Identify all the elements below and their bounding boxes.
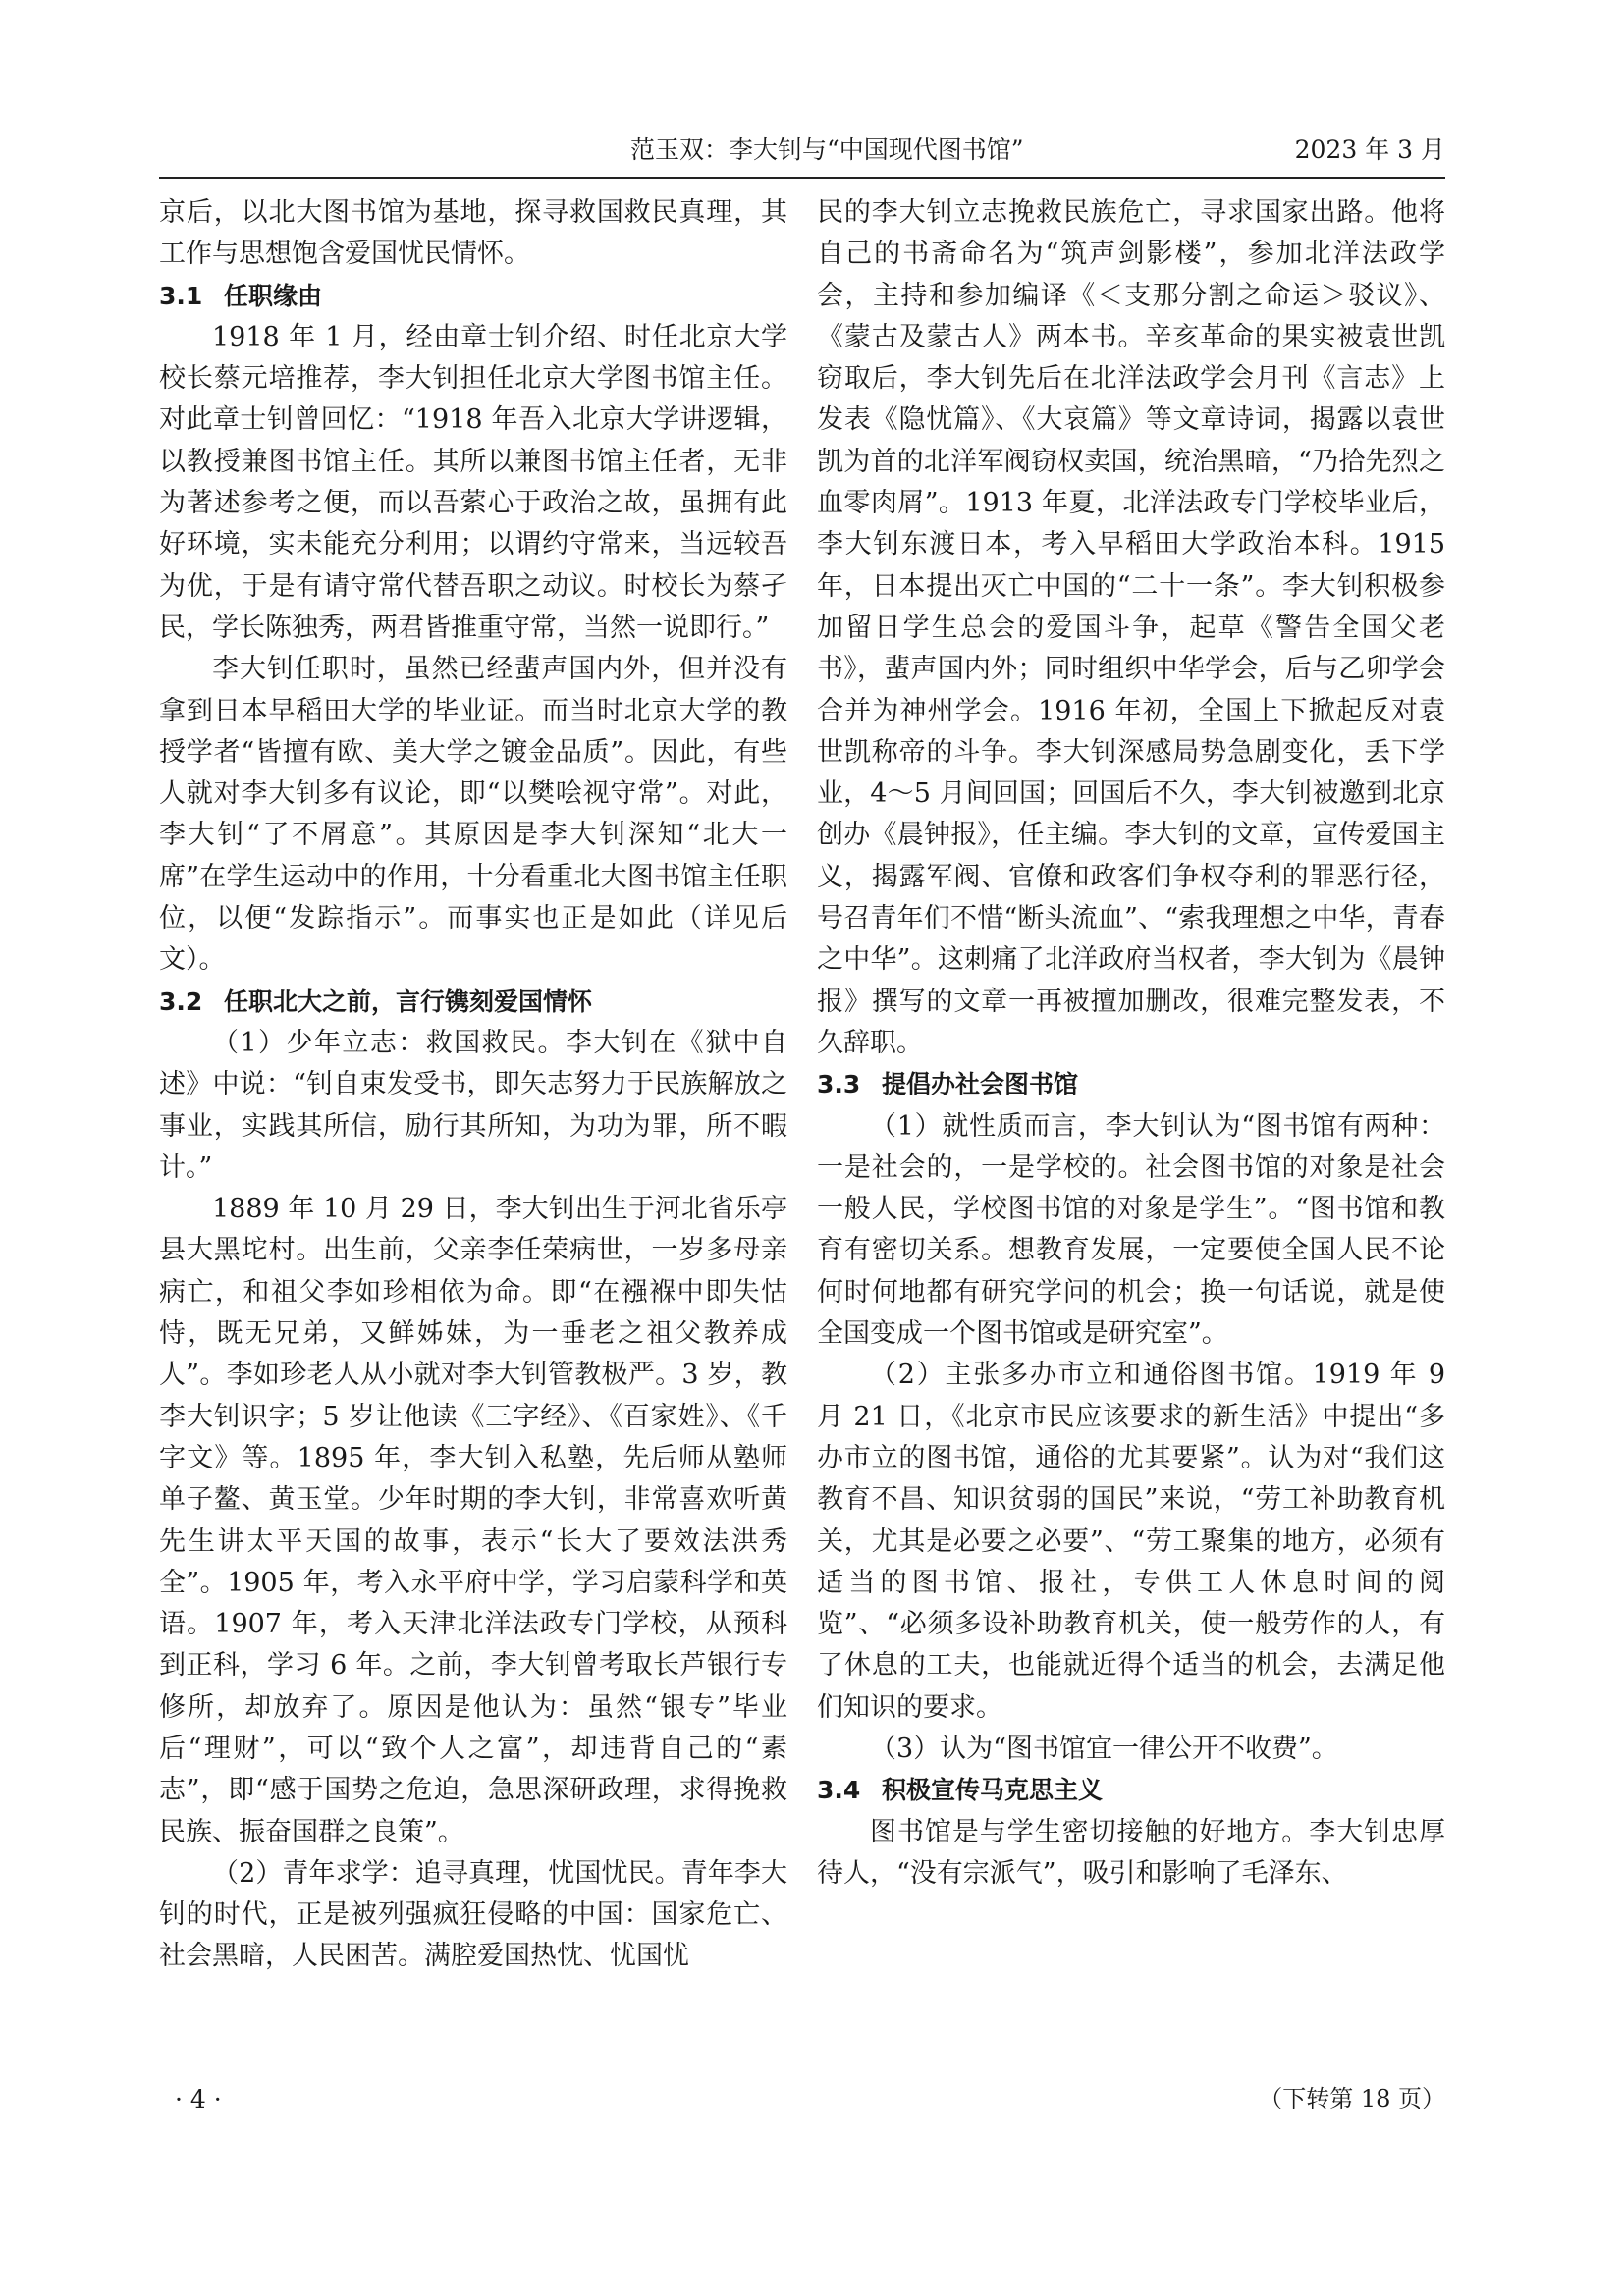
- section-heading: [159, 276, 787, 317]
- paragraph: 民的李大钊立志挽救民族危亡，寻求国家出路。他将自己的书斋命名为“筑声剑影楼”，参加北洋法政学会，主持和参加编译《＜支那分割之命运＞驳议》、《蒙古及蒙古人》两本书。辛亥革命的果实被袁世凯窃取后，李大钊先后在北洋法政学会月刊《言志》上发表《隐忧篇》、《大哀篇》等文章诗词，揭露以袁世凯为首的北洋军阀窃权卖国，统治黑暗，“乃拾先烈之血零肉屑”。1913 年夏，北洋法政专门学校毕业后，李大钊东渡日本，考入早稻田大学政治本科。1915 年，日本提出灭亡中国的“二十一条”。李大钊积极参加留日学生总会的爱国斗争，起草《警告全国父老书》，蜚声国内外；同时组织中华学会，后与乙卯学会合并为神州学会。1916 年初，全国上下掀起反对袁世凯称帝的斗争。李大钊深感局势急剧变化，丢下学业，4～5 月间回国；回国后不久，李大钊被邀到北京创办《晨钟报》，任主编。李大钊的文章，宣传爱国主义，揭露军阀、官僚和政客们争权夺利的罪恶行径，号召青年们不惜“断头流血”、“索我理想之中华，青春之中华”。这刺痛了北洋政府当权者，李大钊为《晨钟报》撰写的文章一再被擅加删改，很难完整发表，不久辞职。: [817, 197, 1445, 1058]
- section-heading: [159, 982, 787, 1023]
- running-title: 范玉双：李大钊与“中国现代图书馆”: [630, 135, 1024, 164]
- section-number: 3.2: [159, 987, 203, 1016]
- paragraph: （2）主张多办市立和通俗图书馆。1919 年 9 月 21 日，《北京市民应该要求的新生活》中提出“多办市立的图书馆，通俗的尤其要紧”。认为对“我们这教育不昌、知识贫弱的国民”来说，“劳工补助教育机关，尤其是必要之必要”、“劳工聚集的地方，必须有适当的图书馆、报社，专供工人休息时间的阅览”、“必须多设补助教育机关，使一般劳作的人，有了休息的工夫，也能就近得个适当的机会，去满足他们知识的要求。: [817, 1360, 1445, 1723]
- paragraph: 1918 年 1 月，经由章士钊介绍、时任北京大学校长蔡元培推荐，李大钊担任北京大学图书馆主任。对此章士钊曾回忆：“1918 年吾入北京大学讲逻辑，以教授兼图书馆主任。其所以兼图书馆主任者，无非为著述参考之便，而以吾萦心于政治之故，虽拥有此好环境，实未能充分利用；以谓约守常来，当远较吾为优，于是有请守常代替吾职之动议。时校长为蔡孑民，学长陈独秀，两君皆推重守常，当然一说即行。”: [159, 321, 787, 643]
- section-title: 任职缘由: [224, 281, 323, 310]
- paragraph: （2）青年求学：追寻真理，忧国忧民。青年李大钊的时代，正是被列强疯狂侵略的中国：国家危亡、社会黑暗，人民困苦。满腔爱国热忱、忧国忧: [159, 1857, 787, 1972]
- section-number: 3.3: [817, 1070, 861, 1099]
- section-title: 提倡办社会图书馆: [882, 1070, 1079, 1099]
- paragraph: 图书馆是与学生密切接触的好地方。李大钊忠厚待人，“没有宗派气”，吸引和影响了毛泽东、: [817, 1816, 1445, 1889]
- header-rule: [159, 177, 1445, 179]
- paragraph: 李大钊任职时，虽然已经蜚声国内外，但并没有拿到日本早稻田大学的毕业证。而当时北京大学的教授学者“皆擅有欧、美大学之镀金品质”。因此，有些人就对李大钊多有议论，即“以樊哙视守常”。对此，李大钊“了不屑意”。其原因是李大钊深知“北大一席”在学生运动中的作用，十分看重北大图书馆主任职位，以便“发踪指示”。而事实也正是如此（详见后文）。: [159, 654, 787, 976]
- paragraph: （1）就性质而言，李大钊认为“图书馆有两种：一是社会的，一是学校的。社会图书馆的对象是社会一般人民，学校图书馆的对象是学生”。“图书馆和教育有密切关系。想教育发展，一定要使全国人民不论何时何地都有研究学问的机会；换一句话说，就是使全国变成一个图书馆或是研究室”。: [817, 1110, 1445, 1350]
- section-number: 3.4: [817, 1776, 861, 1805]
- paragraph: （3）认为“图书馆宜一律公开不收费”。: [870, 1733, 1338, 1764]
- section-title: 积极宣传马克思主义: [882, 1776, 1104, 1805]
- page-number: · 4 ·: [175, 2085, 222, 2113]
- continued-note: （下转第 18 页）: [1259, 2085, 1445, 2112]
- section-number: 3.1: [159, 281, 203, 310]
- section-heading: [817, 1770, 1445, 1811]
- paragraph: 1889 年 10 月 29 日，李大钊出生于河北省乐亭县大黑坨村。出生前，父亲李任荣病世，一岁多母亲病亡，和祖父李如珍相依为命。即“在襁褓中即失怙恃，既无兄弟，又鲜姊妹，为一垂老之祖父教养成人”。李如珍老人从小就对李大钊管教极严。3 岁，教李大钊识字；5 岁让他读《三字经》、《百家姓》、《千字文》等。1895 年，李大钊入私塾，先后师从塾师单子鳌、黄玉堂。少年时期的李大钊，非常喜欢听黄先生讲太平天国的故事，表示“长大了要效法洪秀全”。1905 年，考入永平府中学，学习启蒙科学和英语。1907 年，考入天津北洋法政专门学校，从预科到正科，学习 6 年。之前，李大钊曾考取长芦银行专修所，却放弃了。原因是他认为：虽然“银专”毕业后“理财”，可以“致个人之富”，却违背自己的“素志”，即“感于国势之危迫，急思深研政理，求得挽救民族、振奋国群之良策”。: [159, 1194, 787, 1847]
- right-column: [817, 192, 1445, 1895]
- issue-date: 2023 年 3 月: [1294, 135, 1445, 164]
- section-heading: [817, 1064, 1445, 1105]
- section-title: 任职北大之前，言行镌刻爱国情怀: [224, 987, 593, 1016]
- paragraph: 京后，以北大图书馆为基地，探寻救国救民真理，其工作与思想饱含爱国忧民情怀。: [159, 197, 787, 270]
- left-column: [159, 192, 787, 1978]
- paragraph: （1）少年立志：救国救民。李大钊在《狱中自述》中说：“钊自束发受书，即矢志努力于民族解放之事业，实践其所信，励行其所知，为功为罪，所不暇计。”: [159, 1027, 787, 1183]
